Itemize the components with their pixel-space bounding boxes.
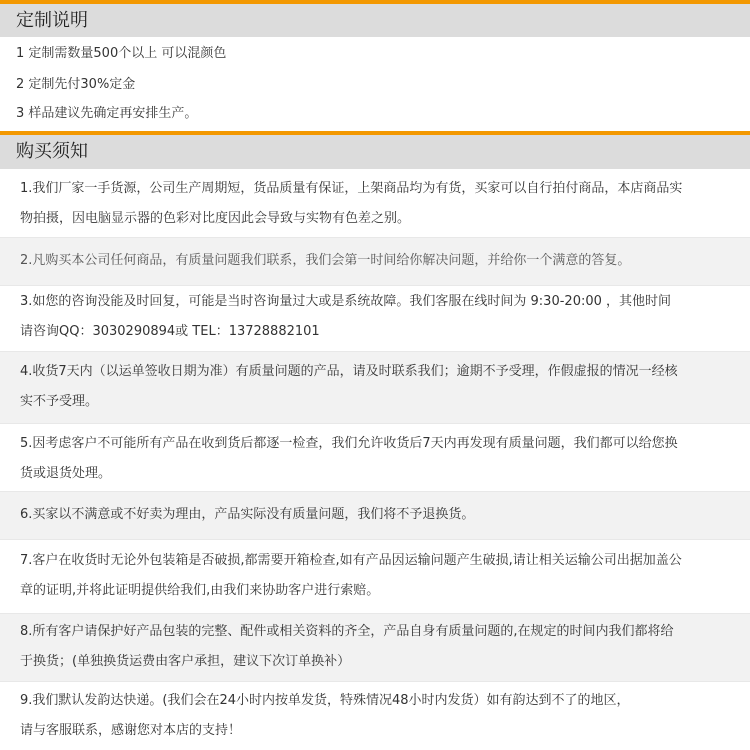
custom-section-title: 定制说明 (16, 10, 88, 31)
notice-item (0, 614, 750, 682)
notice-line: 货或退货处理。 (20, 466, 112, 481)
notice-line: 3.如您的咨询没能及时回复，可能是当时咨询量过大或是系统故障。我们客服在线时间为 9:30-20:00 ，其他时间 (20, 294, 672, 309)
notice-line: 4.收货7天内（以运单签收日期为准）有质量问题的产品，请及时联系我们；逾期不予受理，作假虚报的情况一经核 (20, 364, 678, 379)
notice-item (0, 492, 750, 540)
notice-line: 2.凡购买本公司任何商品，有质量问题我们联系，我们会第一时间给你解决问题，并给你一个满意的答复。 (20, 253, 631, 268)
notice-line: 物拍摄，因电脑显示器的色彩对比度因此会导致与实物有色差之别。 (20, 211, 411, 226)
notice-line: 1.我们厂家一手货源，公司生产周期短，货品质量有保证，上架商品均为有货，买家可以自行拍付商品，本店商品实 (20, 181, 683, 196)
notice-line: 请与客服联系，感谢您对本店的支持！ (20, 723, 242, 738)
notice-line: 8.所有客户请保护好产品包装的完整、配件或相关资料的齐全，产品自身有质量问题的,在规定的时间内我们都将给 (20, 624, 674, 639)
notice-line: 于换货；(单独换货运费由客户承担，建议下次订单换补） (20, 654, 351, 669)
notice-line: 请咨询QQ：3030290894或 TEL：13728882101 (20, 324, 320, 339)
notice-item (0, 172, 750, 238)
custom-item: 2 定制先付30%定金 (16, 77, 136, 92)
notice-item (0, 540, 750, 614)
custom-item: 3 样品建议先确定再安排生产。 (16, 106, 198, 121)
notice-line: 实不予受理。 (20, 394, 99, 409)
purchase-section-header (0, 131, 750, 169)
notice-item (0, 352, 750, 424)
purchase-section-title: 购买须知 (16, 141, 88, 162)
notice-line: 9.我们默认发韵达快递。(我们会在24小时内按单发货，特殊情况48小时内发货）如有韵达到不了的地区， (20, 693, 630, 708)
notice-line: 章的证明,并将此证明提供给我们,由我们来协助客户进行索赔。 (20, 583, 380, 598)
notice-line: 6.买家以不满意或不好卖为理由，产品实际没有质量问题，我们将不予退换货。 (20, 507, 475, 522)
notice-line: 5.因考虑客户不可能所有产品在收到货后都逐一检查，我们允许收货后7天内再发现有质量问题，我们都可以给您换 (20, 436, 678, 451)
notice-item (0, 682, 750, 750)
notice-item (0, 424, 750, 492)
notice-item (0, 238, 750, 286)
custom-item: 1 定制需数量500个以上 可以混颜色 (16, 46, 227, 61)
notice-item (0, 286, 750, 352)
custom-section-header (0, 0, 750, 37)
notice-line: 7.客户在收货时无论外包装箱是否破损,都需要开箱检查,如有产品因运输问题产生破损,请让相关运输公司出据加盖公 (20, 553, 682, 568)
